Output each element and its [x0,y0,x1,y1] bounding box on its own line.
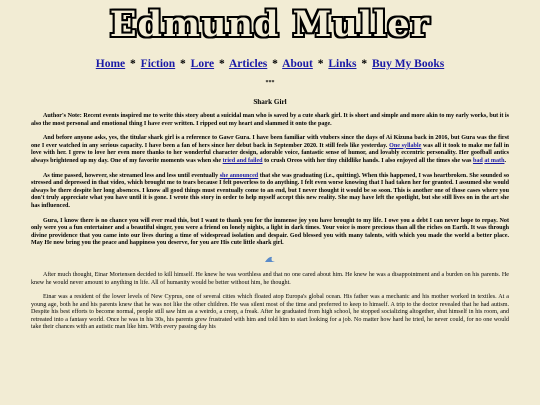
authors-note [31,113,509,248]
tried-and-failed-link[interactable]: tried and failed [222,157,263,164]
text-run: As time passed, however, she streamed less and less until eventually [43,172,220,179]
nav-lore-link[interactable]: Lore [190,58,215,70]
note-paragraph: Author's Note: Recent events inspired me to write this story about a suicidal man who is saved by a cute shark girl. It is short and simple and more akin to my early works, but it is also the most personal and emotional thing I have ever written. I ripped out my heart and slammed it onto the page. [31,113,509,127]
text-run: that she was graduating (i.e., quitting). When this happened, I was heartbroken. She sounded so stressed and depressed in that video, which brought me to tears because I felt powerless to do anything. I felt even worse knowing that I had taken her for granted. I assumed she would always be there despite her long absences. I know all good things must eventually come to an end, but I never thought it would be so soon. This is another one of those cases where you don't truly appreciate what you have until it is gone. I wrote this story in order to help myself accept this new reality. She may have left the spotlight, but she still lives on in the art she has influenced. [31,172,509,209]
note-paragraph: Gura, I know there is no chance you will ever read this, but I want to thank you for the immense joy you have brought to my life. I owe you a debt I can never hope to repay. Not only were you a fun entertainer and a beautiful singer, you were a friend on lonely nights, a light in dark times. Your voice is more precious than all the riches on Earth. It was through divine providence that you came into our lives during a time of widespread isolation and despair. God blessed you with many talents, with which you made the world a better place. May He now bring you the peace and happiness you deserve, for you are His cute little shark girl. [31,217,509,247]
note-paragraph [31,135,509,165]
at-math-link[interactable]: at math [484,157,505,164]
nav-separator: * [361,58,368,70]
section-stars: *** [265,80,275,86]
nav-articles-link[interactable]: Articles [228,58,268,70]
nav-separator: * [218,58,225,70]
nav-separator: * [317,58,324,70]
text-run: . [504,157,506,164]
shark-fin-icon-graphic [264,256,276,263]
shark-fin-icon [31,256,509,265]
site-title: Edmund Muller [109,4,431,45]
story-paragraph: After much thought, Einar Mortensen decided to kill himself. He knew he was worthless and that no one cared about him. He knew he was a disappointment and a burden on his parents. He knew he would never amount to anything in life. All of humanity would be better without him, he thought. [31,271,509,286]
nav-separator: * [272,58,278,70]
note-paragraph [31,173,509,211]
bad-link[interactable]: bad [472,157,483,164]
story-paragraph: Einar was a resident of the lower levels of New Cyprus, one of several cities which floated atop Europa's global ocean. His father was a mechanic and his mother worked in textiles. At a young age, both he and his parents knew that he was not like the other children. He was silent most of the time and preferred to keep to himself. A trip to the doctor revealed that he had autism. Despite his best efforts to become normal, people still saw him as a weirdo, a creep, a freak. After he graduated from high school, he stopped socializing altogether, shut himself in his room, and retreated into a fantasy world. Once he was in his 30s, his parents grew frustrated with him and told him to start looking for a job. No matter how hard he tried, he never could, for no one would take their chances with an autistic man like him. With every passing day his [31,294,509,331]
nav-links-link[interactable]: Links [328,58,357,70]
nav-buy-my-books-link[interactable]: Buy My Books [372,58,445,70]
text-run: to crush Oreos with her tiny childlike hands. I also enjoyed all the times she was [262,157,473,164]
text-run: And before anyone asks, yes, the titular shark girl is a reference to Gawr Gura. I have been familiar with vtubers since the days of Ai Kizuna back in 2016, but Gura was the first one I ever watched in any serious capacity. I have been a fan of hers since her debut back in September 2020. It still feels like yesterday. [31,135,509,149]
nav-home-link[interactable]: Home [95,58,126,70]
story-title: Shark Girl [253,98,287,106]
nav-about-link[interactable]: About [282,58,313,70]
story-body [31,272,509,332]
content [0,113,540,332]
main-nav [0,58,540,70]
nav-separator: * [180,58,186,70]
she-announced-link[interactable]: she announced [219,172,259,179]
nav-fiction-link[interactable]: Fiction [140,58,176,70]
text-run: was all it took to make me fall in love with her. I grew to love her even more thanks to her wonderful character design, adorable voice, fantastic sense of humor, and lovably eccentric personality. Her goofball antics always brightened up my day. One of my favorite moments was when she [31,142,509,164]
one-syllable-link[interactable]: One syllable [389,142,422,149]
nav-separator: * [130,58,136,70]
